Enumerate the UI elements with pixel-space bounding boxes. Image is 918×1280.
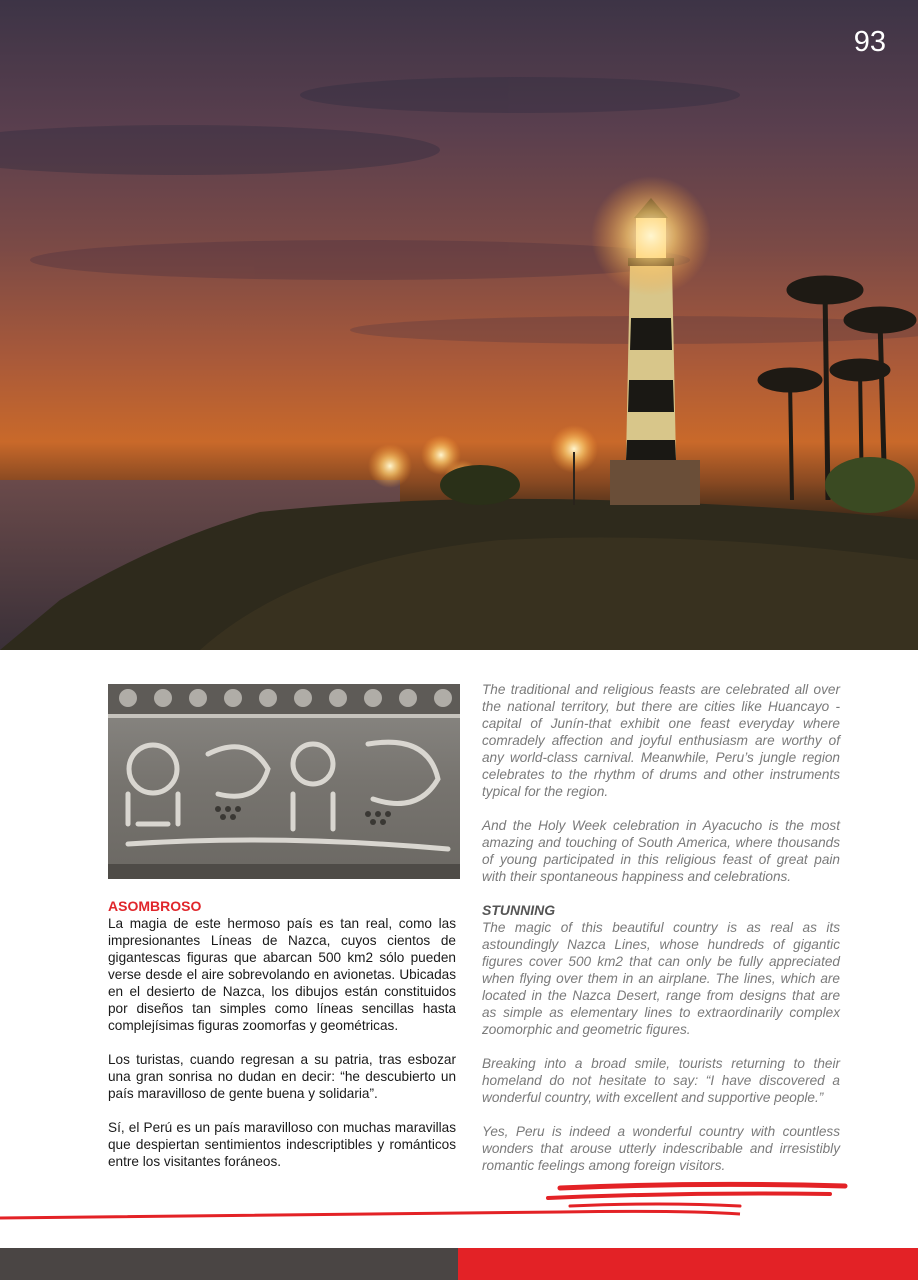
spanish-paragraph: La magia de este hermoso país es tan real, como las impresionantes Líneas de Nazca, cuyos cientos de gigantescas figuras que abarcan 500 km2 sólo pueden verse desde el aire sobrevolando en avionetas. Ubicadas en el desierto de Nazca, los dibujos están constituidos por diseños tan simples como líneas sencillas hasta complejísimas figuras zoomorfas y geométricas.	[108, 916, 456, 1033]
english-intro-paragraph: And the Holy Week celebration in Ayacucho is the most amazing and touching of South America, where thousands of young participated in this religious feast of great pain with their spontaneous happiness and celebrations.	[482, 818, 840, 884]
spanish-paragraph: Sí, el Perú es un país maravilloso con muchas maravillas que despiertan sentimientos indescriptibles y románticos entre los visitantes foráneos.	[108, 1120, 456, 1169]
footer-bar-dark	[0, 1248, 458, 1280]
spanish-column	[108, 898, 456, 1187]
english-paragraph: Breaking into a broad smile, tourists returning to their homeland do not hesitate to say: “I have discovered a wonderful country, with excellent and supportive people.”	[482, 1056, 840, 1105]
spanish-paragraph: Los turistas, cuando regresan a su patria, tras esbozar una gran sonrisa no dudan en decir: “he descubierto un país maravilloso de gente buena y solidaria”.	[108, 1052, 456, 1101]
spanish-heading: ASOMBROSO	[108, 898, 202, 914]
carved-relief-illustration	[108, 684, 460, 879]
english-column	[482, 681, 840, 1191]
english-paragraph: The magic of this beautiful country is as real as its astoundingly Nazca Lines, whose hundreds of gigantic figures cover 500 km2 that can only be fully appreciated when flying over them in an airplane. The lines, which are located in the Nazca Desert, range from designs that are as simple as elementary lines to extraordinarily complex zoomorphic and geometric figures.	[482, 920, 840, 1037]
footer-bar-red	[458, 1248, 918, 1280]
page-number: 93	[853, 26, 886, 58]
sky-clouds	[0, 77, 918, 344]
red-brush-stroke	[0, 1176, 918, 1226]
stone-relief-photo	[108, 684, 460, 879]
english-paragraph: Yes, Peru is indeed a wonderful country with countless wonders that arouse utterly indescribable and irresistibly romantic feelings among foreign visitors.	[482, 1124, 840, 1173]
english-heading: STUNNING	[482, 902, 556, 918]
english-intro-paragraph: The traditional and religious feasts are celebrated all over the national territory, but there are cities like Huancayo -capital of Junín-that exhibit one feast everyday where comradely affection and joyful enthusiasm are worthy of any world-class carnival. Meanwhile, Peru’s jungle region celebrates to the rhythm of drums and other instruments typical for the region.	[482, 682, 840, 799]
lighthouse-glow	[591, 176, 711, 296]
